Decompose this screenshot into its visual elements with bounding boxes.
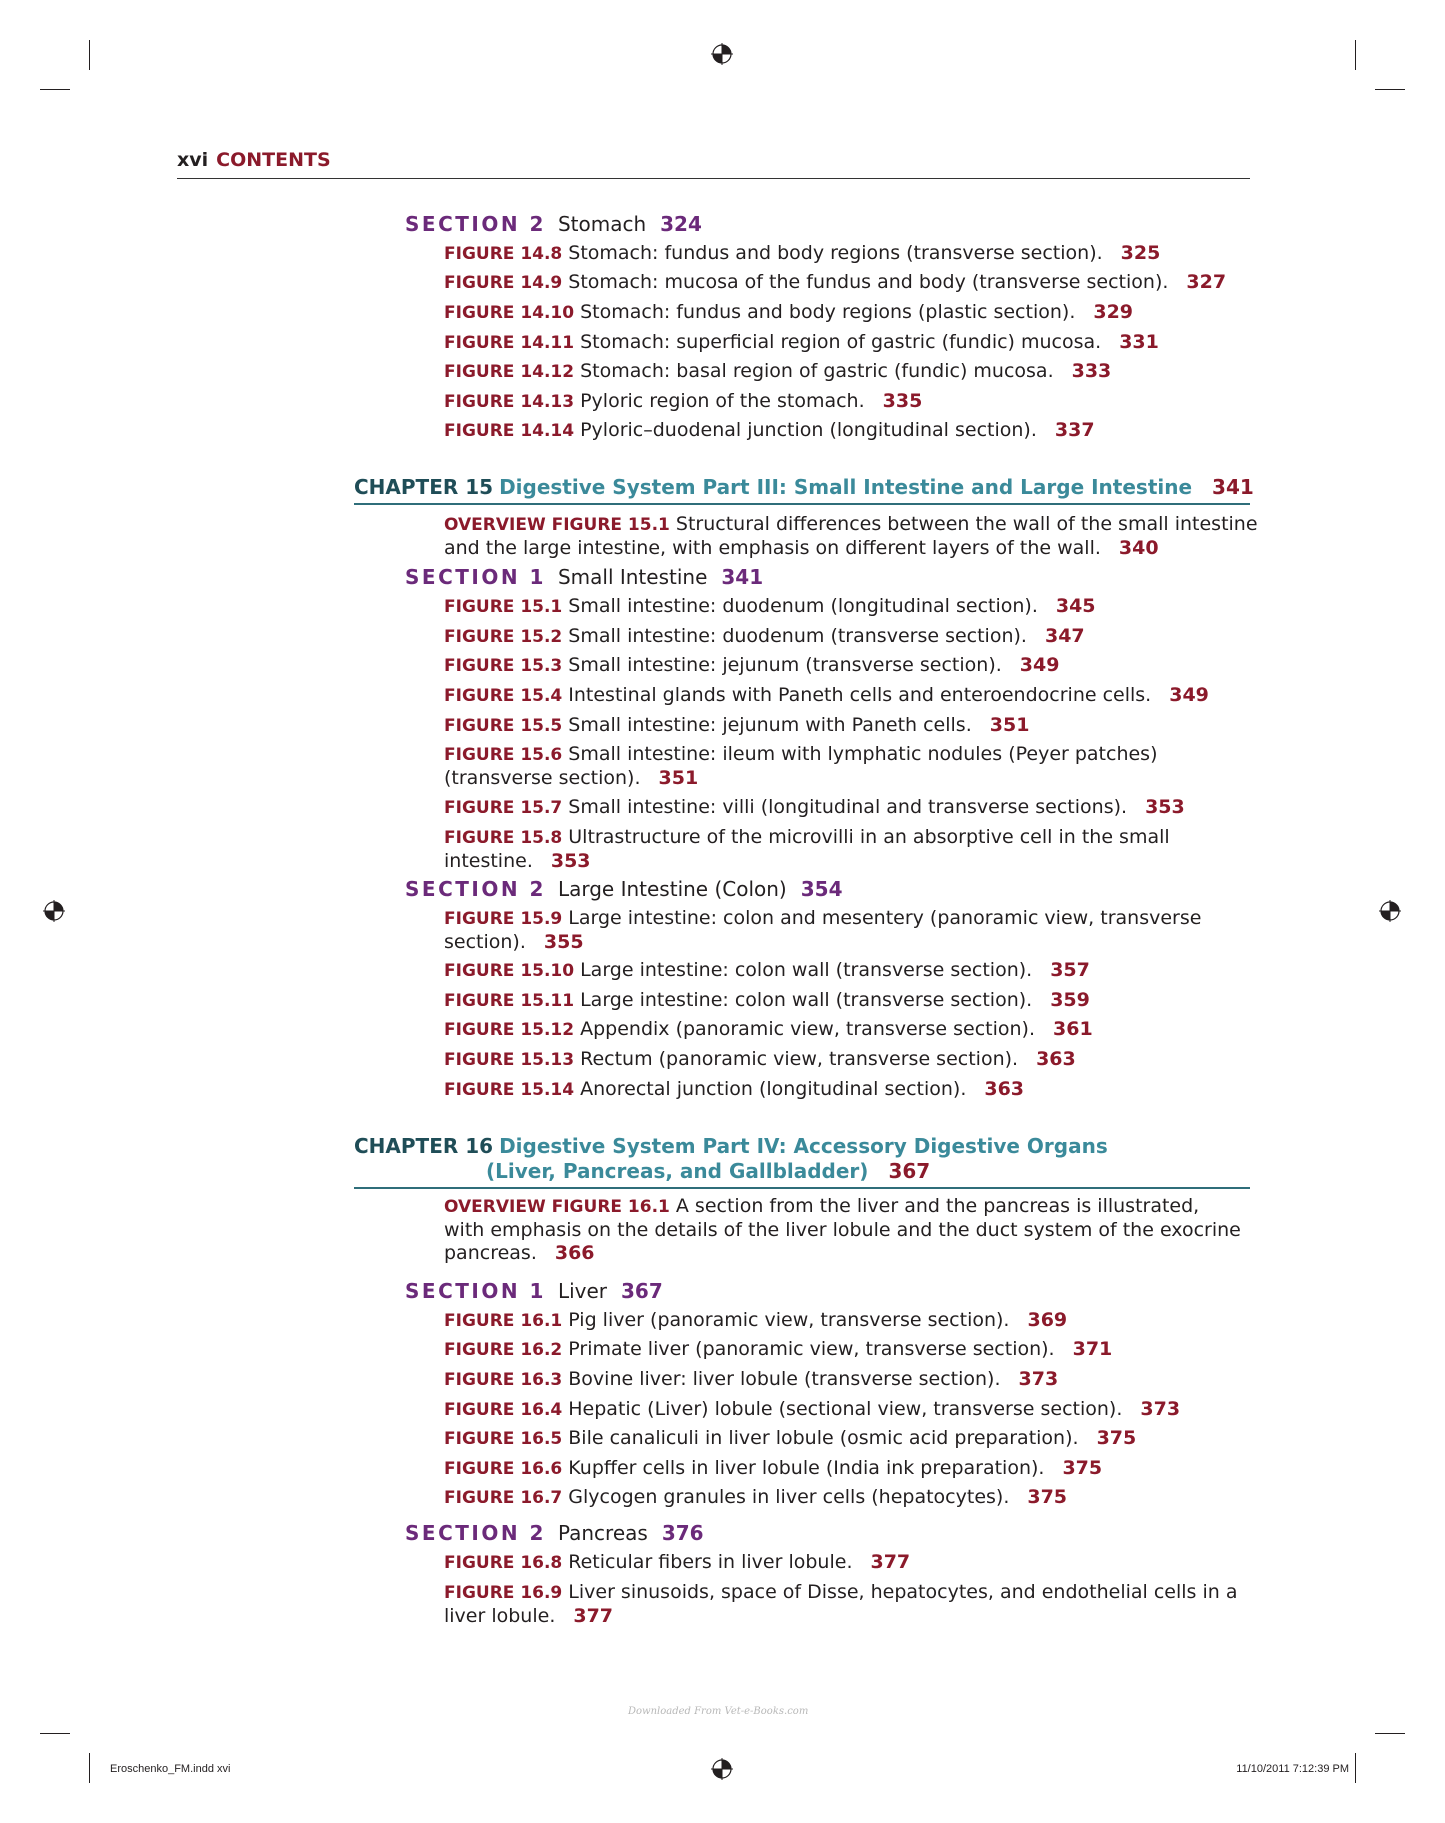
- figure-label: FIGURE 16.5: [444, 1429, 563, 1449]
- figure-title: Small intestine: duodenum (transverse section).: [568, 625, 1027, 647]
- figure-label: FIGURE 16.6: [444, 1459, 563, 1479]
- figure-title: A section from the liver and the pancreas is illustrated,: [675, 1195, 1200, 1217]
- section-name: Pancreas: [557, 1521, 648, 1545]
- figure-line: [444, 1309, 1067, 1333]
- figure-page: 366: [554, 1242, 595, 1264]
- figure-line: [444, 271, 1226, 295]
- figure-entry: [444, 796, 1185, 820]
- figure-label: FIGURE 15.8: [444, 828, 563, 848]
- figure-entry: [444, 1551, 910, 1575]
- figure-label: FIGURE 16.3: [444, 1370, 563, 1390]
- figure-title: (transverse section).: [444, 767, 641, 789]
- section-label: SECTION 2: [405, 877, 546, 901]
- figure-label: FIGURE 15.14: [444, 1080, 575, 1100]
- figure-entry: [444, 595, 1096, 619]
- figure-label: FIGURE 15.13: [444, 1050, 575, 1070]
- chapter-line: [354, 475, 1254, 500]
- figure-title: Stomach: fundus and body regions (plastic section).: [580, 301, 1076, 323]
- section-label: SECTION 2: [405, 212, 546, 236]
- figure-line: [444, 743, 1158, 767]
- figure-title: Stomach: superficial region of gastric (fundic) mucosa.: [580, 331, 1102, 353]
- figure-label: FIGURE 15.11: [444, 991, 575, 1011]
- figure-line: [444, 796, 1185, 820]
- figure-entry: [444, 684, 1209, 708]
- header-rule: [177, 178, 1250, 179]
- figure-page: 371: [1072, 1338, 1113, 1360]
- figure-page: 369: [1027, 1309, 1068, 1331]
- crop-mark: [89, 40, 90, 70]
- figure-entry: [444, 714, 1029, 738]
- figure-line: [444, 654, 1059, 678]
- figure-label: FIGURE 16.2: [444, 1340, 563, 1360]
- chapter-rule: [354, 503, 1250, 505]
- figure-label: FIGURE 15.2: [444, 627, 563, 647]
- figure-title: Ultrastructure of the microvilli in an absorptive cell in the small: [568, 826, 1170, 848]
- figure-line: [444, 907, 1201, 931]
- figure-title: Anorectal junction (longitudinal section).: [580, 1078, 967, 1100]
- figure-page: 349: [1169, 684, 1209, 706]
- figure-title: Pyloric region of the stomach.: [580, 390, 865, 412]
- crop-mark: [40, 1733, 70, 1734]
- figure-entry: [444, 907, 1201, 954]
- section-entry: [405, 565, 763, 589]
- chapter-page: 341: [1212, 475, 1254, 499]
- figure-title: Kupffer cells in liver lobule (India ink preparation).: [568, 1457, 1045, 1479]
- figure-line: [444, 684, 1209, 708]
- figure-label: FIGURE 16.8: [444, 1553, 563, 1573]
- figure-entry: [444, 1309, 1067, 1333]
- figure-title: Primate liver (panoramic view, transverse section).: [568, 1338, 1055, 1360]
- figure-line: [444, 1427, 1136, 1451]
- section-entry: [405, 1279, 663, 1303]
- figure-page: 340: [1118, 537, 1159, 559]
- figure-title: Stomach: mucosa of the fundus and body (transverse section).: [568, 271, 1169, 293]
- figure-entry: [444, 1398, 1180, 1422]
- figure-title: Stomach: basal region of gastric (fundic) mucosa.: [580, 360, 1054, 382]
- figure-page: 325: [1120, 242, 1161, 264]
- figure-page: 333: [1071, 360, 1112, 382]
- figure-line: [444, 390, 922, 414]
- figure-page: 331: [1119, 331, 1159, 353]
- figure-page: 377: [870, 1551, 911, 1573]
- figure-title: section).: [444, 931, 526, 953]
- figure-title: Small intestine: duodenum (longitudinal section).: [568, 595, 1038, 617]
- figure-entry: [444, 654, 1059, 678]
- figure-line: [444, 1551, 910, 1575]
- figure-line: [444, 513, 1258, 537]
- section-page: 367: [621, 1279, 663, 1303]
- figure-title: with emphasis on the details of the liver lobule and the duct system of the exocrine: [444, 1219, 1241, 1241]
- figure-line: [444, 767, 1158, 790]
- figure-line: [444, 331, 1159, 355]
- figure-label: FIGURE 15.3: [444, 656, 563, 676]
- figure-line: [444, 242, 1160, 266]
- figure-line: [444, 1195, 1241, 1219]
- figure-entry: [444, 826, 1170, 873]
- section-entry: [405, 212, 702, 236]
- figure-page: 359: [1050, 989, 1090, 1011]
- watermark: Downloaded From Vet-e-Books.com: [628, 1706, 809, 1717]
- figure-entry: [444, 1078, 1024, 1102]
- figure-page: 353: [1145, 796, 1185, 818]
- figure-entry: [444, 331, 1159, 355]
- figure-title: Reticular fibers in liver lobule.: [568, 1551, 853, 1573]
- figure-page: 361: [1053, 1018, 1093, 1040]
- figure-page: 373: [1140, 1398, 1181, 1420]
- figure-title: Rectum (panoramic view, transverse section).: [580, 1048, 1019, 1070]
- figure-page: 357: [1050, 959, 1090, 981]
- figure-line: [444, 989, 1090, 1013]
- figure-entry: [444, 959, 1090, 983]
- chapter-label: CHAPTER 15: [354, 475, 494, 499]
- figure-entry: [444, 1427, 1136, 1451]
- figure-line: [444, 1398, 1180, 1422]
- slug-filename: Eroschenko_FM.indd xvi: [110, 1763, 231, 1775]
- figure-title: Large intestine: colon wall (transverse section).: [580, 959, 1033, 981]
- figure-label: FIGURE 15.9: [444, 909, 563, 929]
- running-head-label: CONTENTS: [216, 149, 331, 171]
- figure-title: Pig liver (panoramic view, transverse section).: [568, 1309, 1010, 1331]
- figure-label: FIGURE 15.6: [444, 745, 563, 765]
- figure-line: [444, 1581, 1237, 1605]
- figure-entry: [444, 1486, 1067, 1510]
- figure-entry: [444, 1018, 1093, 1042]
- section-label: SECTION 2: [405, 1521, 546, 1545]
- chapter-title: Digestive System Part IV: Accessory Digestive Organs: [499, 1134, 1108, 1158]
- section-name: Liver: [557, 1279, 608, 1303]
- figure-title: Small intestine: jejunum with Paneth cells.: [568, 714, 972, 736]
- section-page: 341: [721, 565, 764, 589]
- figure-label: FIGURE 16.4: [444, 1400, 563, 1420]
- figure-page: 375: [1062, 1457, 1103, 1479]
- figure-line: [444, 826, 1170, 850]
- figure-title: Large intestine: colon and mesentery (panoramic view, transverse: [568, 907, 1202, 929]
- figure-page: 347: [1044, 625, 1085, 647]
- figure-entry: [444, 301, 1133, 325]
- figure-line: [444, 1368, 1058, 1392]
- registration-mark-icon: [1379, 900, 1401, 922]
- figure-page: 335: [882, 390, 923, 412]
- figure-title: Liver sinusoids, space of Disse, hepatocytes, and endothelial cells in a: [568, 1581, 1238, 1603]
- figure-title: Bile canaliculi in liver lobule (osmic acid preparation).: [568, 1427, 1079, 1449]
- figure-entry: [444, 625, 1085, 649]
- figure-label: FIGURE 16.1: [444, 1311, 563, 1331]
- figure-line: [444, 714, 1029, 738]
- figure-line: [444, 1605, 1237, 1628]
- figure-line: [444, 1018, 1093, 1042]
- crop-mark: [1375, 1733, 1405, 1734]
- figure-entry: [444, 360, 1111, 384]
- figure-line: [444, 850, 1170, 873]
- figure-line: [444, 595, 1096, 619]
- figure-title: Intestinal glands with Paneth cells and enteroendocrine cells.: [568, 684, 1152, 706]
- figure-label: FIGURE 14.12: [444, 362, 575, 382]
- section-name: Small Intestine: [557, 565, 708, 589]
- figure-entry: [444, 1195, 1241, 1265]
- figure-page: 353: [550, 850, 591, 872]
- crop-mark: [89, 1753, 90, 1783]
- crop-mark: [1375, 89, 1405, 90]
- figure-title: Small intestine: jejunum (transverse section).: [568, 654, 1002, 676]
- page-number: xvi: [177, 149, 209, 171]
- registration-mark-icon: [711, 43, 733, 65]
- chapter-line: [354, 1159, 1108, 1184]
- figure-entry: [444, 1457, 1102, 1481]
- figure-line: [444, 419, 1095, 443]
- figure-label: FIGURE 14.9: [444, 273, 563, 293]
- figure-entry: [444, 271, 1226, 295]
- figure-title: Glycogen granules in liver cells (hepatocytes).: [568, 1486, 1010, 1508]
- figure-page: 363: [1036, 1048, 1076, 1070]
- figure-title: Stomach: fundus and body regions (transverse section).: [568, 242, 1103, 264]
- figure-page: 375: [1096, 1427, 1137, 1449]
- figure-label: FIGURE 14.13: [444, 392, 575, 412]
- figure-page: 351: [658, 767, 699, 789]
- crop-mark: [1355, 40, 1356, 70]
- figure-title: and the large intestine, with emphasis on different layers of the wall.: [444, 537, 1101, 559]
- figure-page: 327: [1186, 271, 1227, 293]
- figure-title: Appendix (panoramic view, transverse section).: [580, 1018, 1036, 1040]
- figure-line: [444, 959, 1090, 983]
- figure-line: [444, 537, 1258, 560]
- figure-line: [444, 931, 1201, 954]
- figure-title: pancreas.: [444, 1242, 537, 1264]
- figure-line: [444, 301, 1133, 325]
- figure-label: FIGURE 14.10: [444, 303, 575, 323]
- figure-label: FIGURE 15.7: [444, 798, 563, 818]
- figure-label: FIGURE 15.12: [444, 1020, 575, 1040]
- figure-page: 375: [1027, 1486, 1068, 1508]
- figure-entry: [444, 513, 1258, 560]
- chapter-title: Digestive System Part III: Small Intestine and Large Intestine: [499, 475, 1193, 499]
- figure-page: 345: [1055, 595, 1096, 617]
- figure-label: FIGURE 15.5: [444, 716, 563, 736]
- section-page: 354: [800, 877, 843, 901]
- figure-line: [444, 1338, 1112, 1362]
- chapter-label: CHAPTER 16: [354, 1134, 494, 1158]
- figure-entry: [444, 989, 1090, 1013]
- figure-page: 355: [543, 931, 584, 953]
- running-head: [177, 149, 331, 171]
- figure-label: FIGURE 16.7: [444, 1488, 563, 1508]
- figure-page: 349: [1019, 654, 1060, 676]
- figure-line: [444, 1078, 1024, 1102]
- chapter-page: 367: [888, 1159, 931, 1183]
- chapter-heading: [354, 1134, 1108, 1184]
- figure-title: Pyloric–duodenal junction (longitudinal section).: [580, 419, 1037, 441]
- figure-title: Small intestine: villi (longitudinal and transverse sections).: [568, 796, 1128, 818]
- figure-entry: [444, 1048, 1076, 1072]
- figure-title: intestine.: [444, 850, 533, 872]
- figure-label: FIGURE 15.1: [444, 597, 563, 617]
- figure-page: 351: [989, 714, 1030, 736]
- figure-line: [444, 360, 1111, 384]
- section-name: Large Intestine (Colon): [557, 877, 787, 901]
- figure-title: Small intestine: ileum with lymphatic nodules (Peyer patches): [568, 743, 1158, 765]
- registration-mark-icon: [43, 900, 65, 922]
- figure-page: 329: [1093, 301, 1134, 323]
- figure-line: [444, 1457, 1102, 1481]
- figure-entry: [444, 1581, 1237, 1628]
- section-label: SECTION 1: [405, 1279, 546, 1303]
- chapter-title: (Liver, Pancreas, and Gallbladder): [486, 1159, 869, 1183]
- figure-title: liver lobule.: [444, 1605, 556, 1627]
- figure-label: FIGURE 14.14: [444, 421, 575, 441]
- crop-mark: [40, 89, 70, 90]
- figure-label: FIGURE 14.8: [444, 244, 563, 264]
- figure-line: [444, 1048, 1076, 1072]
- chapter-rule: [354, 1187, 1250, 1189]
- figure-page: 363: [984, 1078, 1025, 1100]
- chapter-line: [354, 1134, 1108, 1159]
- figure-label: OVERVIEW FIGURE 16.1: [444, 1197, 670, 1217]
- figure-label: OVERVIEW FIGURE 15.1: [444, 515, 670, 535]
- figure-label: FIGURE 15.10: [444, 961, 575, 981]
- figure-label: FIGURE 15.4: [444, 686, 563, 706]
- figure-entry: [444, 743, 1158, 790]
- figure-title: Large intestine: colon wall (transverse section).: [580, 989, 1033, 1011]
- registration-mark-icon: [711, 1758, 733, 1780]
- figure-line: [444, 1242, 1241, 1265]
- figure-title: Structural differences between the wall of the small intestine: [675, 513, 1258, 535]
- figure-entry: [444, 390, 922, 414]
- figure-line: [444, 1219, 1241, 1242]
- section-entry: [405, 877, 842, 901]
- figure-page: 337: [1054, 419, 1095, 441]
- figure-title: Bovine liver: liver lobule (transverse section).: [568, 1368, 1001, 1390]
- section-page: 376: [661, 1521, 704, 1545]
- figure-page: 377: [573, 1605, 614, 1627]
- figure-entry: [444, 242, 1160, 266]
- chapter-heading: [354, 475, 1254, 500]
- figure-entry: [444, 419, 1095, 443]
- figure-title: Hepatic (Liver) lobule (sectional view, transverse section).: [568, 1398, 1123, 1420]
- section-page: 324: [660, 212, 702, 236]
- figure-line: [444, 625, 1085, 649]
- figure-entry: [444, 1368, 1058, 1392]
- section-label: SECTION 1: [405, 565, 546, 589]
- figure-label: FIGURE 14.11: [444, 333, 575, 353]
- crop-mark: [1355, 1753, 1356, 1783]
- section-entry: [405, 1521, 704, 1545]
- figure-line: [444, 1486, 1067, 1510]
- figure-label: FIGURE 16.9: [444, 1583, 563, 1603]
- figure-page: 373: [1018, 1368, 1059, 1390]
- slug-timestamp: 11/10/2011 7:12:39 PM: [1236, 1763, 1349, 1775]
- figure-entry: [444, 1338, 1112, 1362]
- section-name: Stomach: [557, 212, 647, 236]
